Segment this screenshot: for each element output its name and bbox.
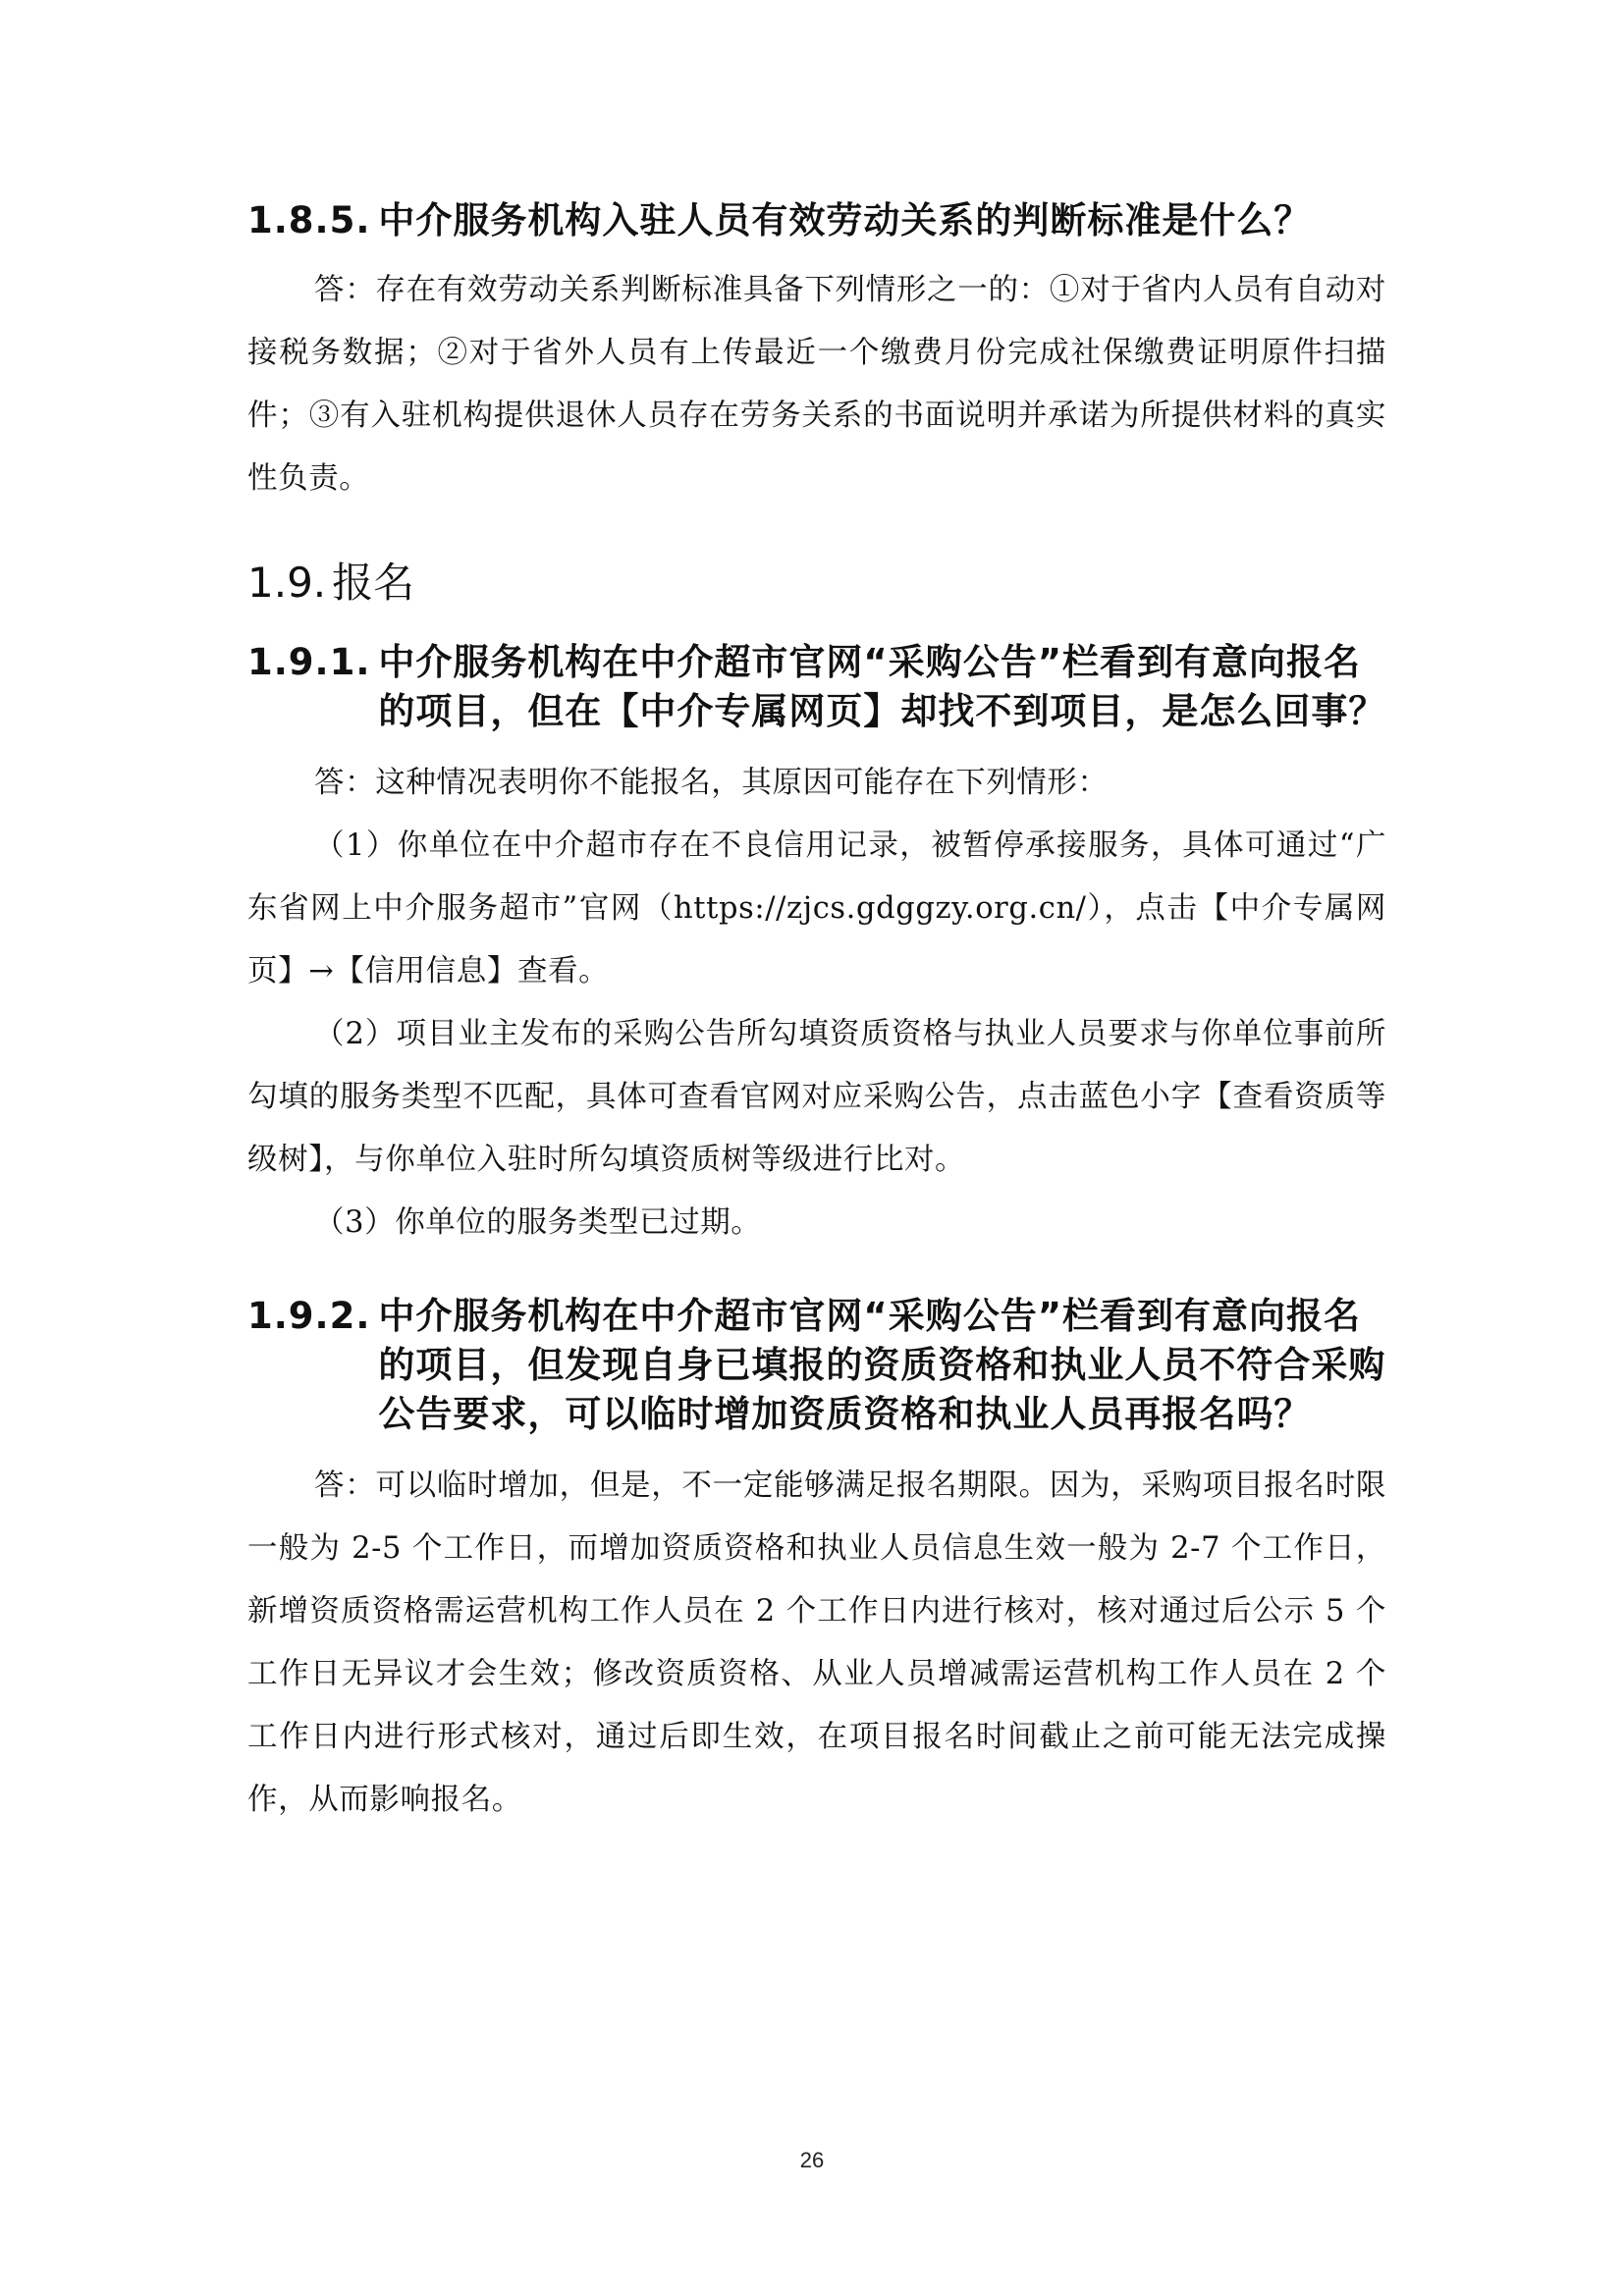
answer-paragraph: 答：可以临时增加，但是，不一定能够满足报名期限。因为，采购项目报名时限一般为 2-5 个工作日，而增加资质资格和执业人员信息生效一般为 2-7 个工作日，新增资质资格需运营机构工作人员在 2 个工作日内进行核对，核对通过后公示 5 个工作日无异议才会生效；修改资质资格、从业人员增减需运营机构工作人员在 2 个工作日内进行形式核对，通过后即生效，在项目报名时间截止之前可能无法完成操作，从而影响报名。 — [247, 1468, 1386, 1817]
section-heading-1-9 — [247, 554, 1386, 613]
section-number: 1.9. — [247, 559, 327, 607]
section-number: 1.8.5. — [247, 199, 371, 241]
section-title: 报名 — [332, 559, 415, 607]
section-heading-1-8-5 — [247, 196, 1386, 245]
section-title: 中介服务机构入驻人员有效劳动关系的判断标准是什么？ — [378, 199, 1312, 241]
answer-paragraph: （3）你单位的服务类型已过期。 — [314, 1205, 762, 1240]
section-heading-1-9-1 — [247, 638, 1386, 736]
page-content — [247, 196, 1386, 1832]
answer-paragraph: 答：这种情况表明你不能报名，其原因可能存在下列情形： — [314, 766, 1109, 800]
answer-paragraph: （2）项目业主发布的采购公告所勾填资质资格与执业人员要求与你单位事前所勾填的服务类型不匹配，具体可查看官网对应采购公告，点击蓝色小字【查看资质等级树】，与你单位入驻时所勾填资质树等级进行比对。 — [247, 1017, 1386, 1177]
answer-paragraph: （1）你单位在中介超市存在不良信用记录，被暂停承接服务，具体可通过“广东省网上中介服务超市”官网（https://zjcs.gdggzy.org.cn/），点击【中介专属网页】→【信用信息】查看。 — [247, 828, 1386, 988]
section-title: 中介服务机构在中介超市官网“采购公告”栏看到有意向报名的项目，但发现自身已填报的资质资格和执业人员不符合采购公告要求，可以临时增加资质资格和执业人员再报名吗？ — [378, 1295, 1386, 1435]
page-number: 26 — [799, 2148, 825, 2172]
section-heading-1-9-2 — [247, 1292, 1386, 1439]
section-title: 中介服务机构在中介超市官网“采购公告”栏看到有意向报名的项目，但在【中介专属网页】却找不到项目，是怎么回事？ — [378, 641, 1386, 732]
section-number: 1.9.2. — [247, 1295, 371, 1337]
answer-paragraph: 答：存在有效劳动关系判断标准具备下列情形之一的：①对于省内人员有自动对接税务数据；②对于省外人员有上传最近一个缴费月份完成社保缴费证明原件扫描件；③有入驻机构提供退休人员存在劳务关系的书面说明并承诺为所提供材料的真实性负责。 — [247, 273, 1386, 496]
section-number: 1.9.1. — [247, 641, 371, 683]
